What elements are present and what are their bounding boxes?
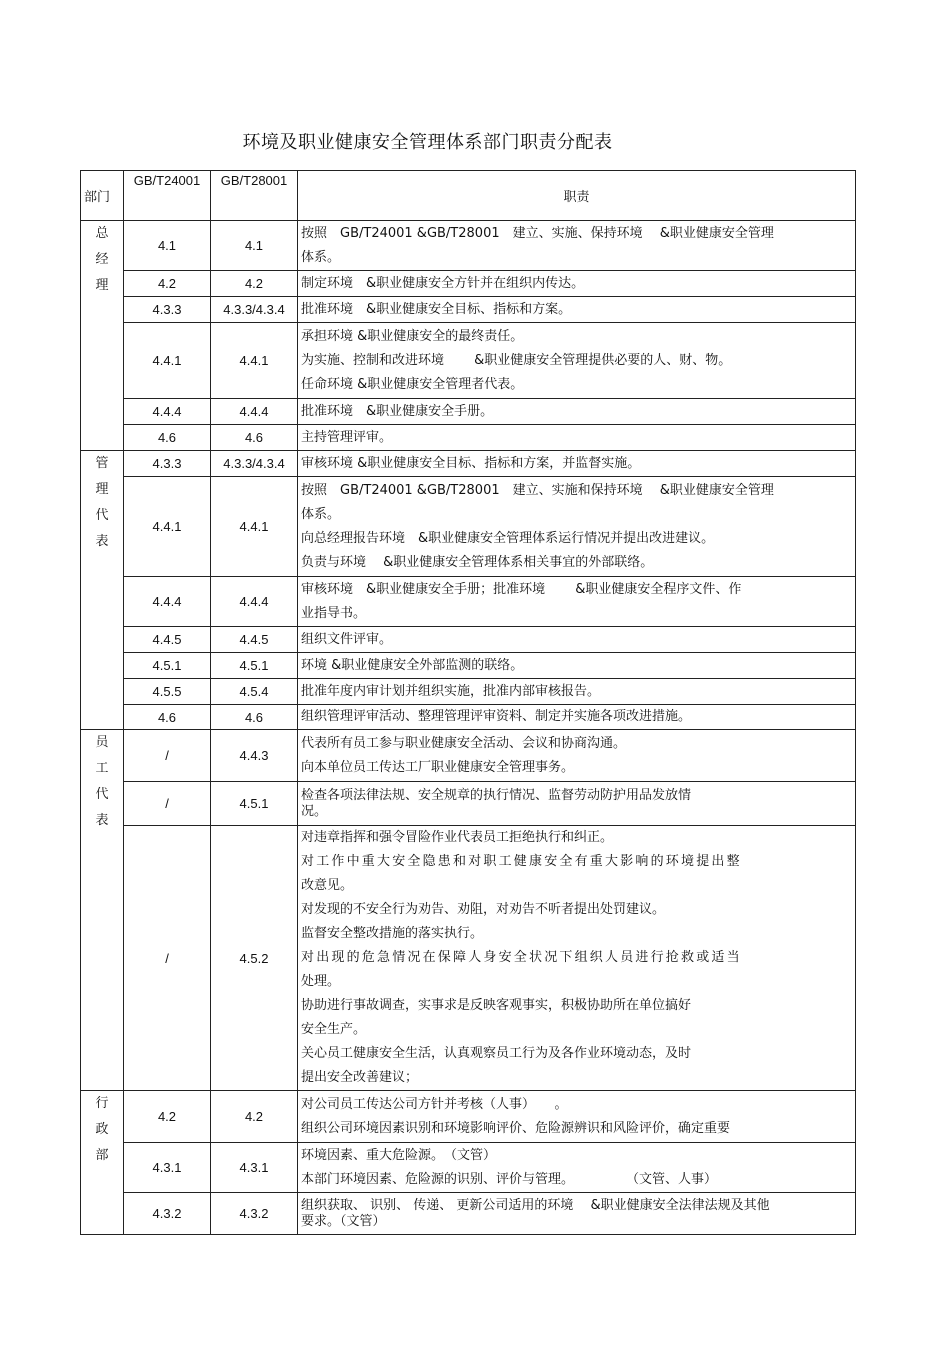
gb28001-clause: 4.6 [211,705,298,730]
table-row [81,577,856,627]
gb24001-clause: 4.4.5 [124,627,211,653]
duty-line: 为实施、控制和改进环境 &职业健康安全管理提供必要的人、财、物。 [301,352,732,368]
dept-char: 代 [95,787,109,802]
duty-line: 要求。（文管） [301,1213,386,1229]
gb28001-clause: 4.5.1 [211,782,298,826]
table-row [81,826,856,1091]
duty-line: 任命环境 &职业健康安全管理者代表。 [301,376,524,392]
gb24001-clause: 4.3.2 [124,1193,211,1235]
duty-cell [298,730,856,782]
gb28001-clause: 4.3.2 [211,1193,298,1235]
table-row [81,1091,856,1143]
header-duty: 职责 [298,171,856,221]
duty-line: 况。 [301,803,328,819]
duty-cell [298,297,856,323]
duty-line: 对公司员工传达公司方针并考核（人事） 。 [301,1096,568,1112]
duty-cell [298,425,856,451]
table-row [81,221,856,271]
dept-char: 员 [95,735,109,750]
gb24001-clause: 4.4.1 [124,323,211,399]
gb24001-clause: 4.6 [124,705,211,730]
header-std1: GB/T24001 [124,171,211,221]
duty-line: 对违章指挥和强令冒险作业代表员工拒绝执行和纠正。 [301,830,614,845]
dept-char: 部 [95,1148,109,1163]
dept-cell [81,221,124,451]
gb24001-clause: 4.4.4 [124,399,211,425]
table-row [81,705,856,730]
gb28001-clause: 4.3.1 [211,1143,298,1193]
responsibility-table [80,170,856,1235]
gb28001-clause: 4.2 [211,271,298,297]
duty-line: 环境因素、重大危险源。 （文管） [301,1147,497,1163]
duty-line: 组织管理评审活动、整理管理评审资料、制定并实施各项改进措施。 [301,709,692,724]
duty-cell [298,653,856,679]
gb28001-clause: 4.5.1 [211,653,298,679]
gb28001-clause: 4.4.1 [211,477,298,577]
duty-cell [298,477,856,577]
table-row [81,271,856,297]
gb24001-clause: / [124,826,211,1091]
gb24001-clause: 4.5.1 [124,653,211,679]
dept-char: 表 [95,813,109,828]
gb24001-clause: 4.4.1 [124,477,211,577]
dept-char: 行 [95,1096,109,1111]
gb24001-clause: 4.5.5 [124,679,211,705]
duty-line: 制定环境 &职业健康安全方针并在组织内传达。 [301,275,585,291]
gb24001-clause: 4.6 [124,425,211,451]
header-dept: 部门 [81,171,124,221]
duty-line: 代表所有员工参与职业健康安全活动、会议和协商沟通。 [301,735,627,751]
duty-line: 审核环境 &职业健康安全目标、指标和方案，并监督实施。 [301,455,641,471]
duty-cell [298,1091,856,1143]
duty-cell [298,221,856,271]
gb24001-clause: 4.3.3 [124,451,211,477]
gb28001-clause: 4.5.2 [211,826,298,1091]
duty-line: 组织文件评审。 [301,631,393,647]
table-row [81,653,856,679]
duty-cell [298,627,856,653]
duty-line: 按照 GB/T24001 &GB/T28001 建立、实施、保持环境 &职业健康安全管理 [301,225,774,241]
table-row [81,627,856,653]
gb28001-clause: 4.3.3/4.3.4 [211,297,298,323]
table-row [81,730,856,782]
gb28001-clause: 4.4.4 [211,399,298,425]
gb24001-clause: 4.3.1 [124,1143,211,1193]
duty-line: 改意见。 [301,878,354,893]
duty-cell [298,1143,856,1193]
gb28001-clause: 4.5.4 [211,679,298,705]
table-row [81,399,856,425]
duty-line: 主持管理评审。 [301,429,393,445]
duty-line: 批准年度内审计划并组织实施，批准内部审核报告。 [301,683,601,699]
dept-char: 总 [95,226,109,241]
duty-line: 业指导书。 [301,605,367,621]
duty-cell [298,271,856,297]
table-row [81,323,856,399]
duty-line: 承担环境 &职业健康安全的最终责任。 [301,328,524,344]
duty-line: 提出安全改善建议； [301,1070,419,1085]
duty-line: 安全生产。 [301,1022,367,1037]
duty-line: 组织获取、 识别、 传递、 更新公司适用的环境 &职业健康安全法律法规及其他 [301,1197,770,1213]
duty-cell [298,577,856,627]
duty-line: 对工作中重大安全隐患和对职工健康安全有重大影响的环境提出整 [301,854,742,869]
table-row [81,477,856,577]
duty-line: 处理。 [301,974,341,989]
duty-cell [298,782,856,826]
gb24001-clause: 4.2 [124,1091,211,1143]
duty-line: 组织公司环境因素识别和环境影响评价、危险源辨识和风险评价，确定重要 [301,1120,731,1136]
duty-line: 向总经理报告环境 &职业健康安全管理体系运行情况并提出改进建议。 [301,530,715,546]
table-row [81,297,856,323]
table-row [81,1143,856,1193]
duty-line: 监督安全整改措施的落实执行。 [301,926,484,941]
duty-cell [298,705,856,730]
duty-line: 负责与环境 &职业健康安全管理体系相关事宜的外部联络。 [301,554,654,570]
table-body [81,221,856,1235]
table-row [81,425,856,451]
dept-char: 代 [95,508,109,523]
duty-line: 关心员工健康安全生活，认真观察员工行为及各作业环境动态，及时 [301,1046,692,1061]
dept-char: 经 [95,252,109,267]
duty-line: 批准环境 &职业健康安全目标、指标和方案。 [301,301,572,317]
duty-line: 对发现的不安全行为劝告、劝阻，对劝告不听者提出处罚建议。 [301,902,666,917]
dept-cell [81,451,124,730]
duty-line: 按照 GB/T24001 &GB/T28001 建立、实施和保持环境 &职业健康安全管理 [301,482,774,498]
table-row [81,679,856,705]
gb24001-clause: 4.3.3 [124,297,211,323]
table-row [81,1193,856,1235]
duty-cell [298,826,856,1091]
duty-line: 体系。 [301,249,341,265]
duty-line: 本部门环境因素、危险源的识别、评价与管理。 （文管、人事） [301,1171,718,1187]
header-row [81,171,856,221]
dept-char: 理 [95,278,109,293]
gb24001-clause: 4.2 [124,271,211,297]
gb28001-clause: 4.1 [211,221,298,271]
gb24001-clause: 4.4.4 [124,577,211,627]
duty-line: 环境 &职业健康安全外部监测的联络。 [301,657,524,673]
dept-char: 管 [95,456,109,471]
gb24001-clause: / [124,730,211,782]
gb28001-clause: 4.4.4 [211,577,298,627]
gb28001-clause: 4.4.5 [211,627,298,653]
dept-char: 工 [95,761,109,776]
duty-line: 对出现的危急情况在保障人身安全状况下组织人员进行抢救或适当 [301,950,742,965]
duty-cell [298,399,856,425]
gb28001-clause: 4.2 [211,1091,298,1143]
table-row [81,451,856,477]
duty-line: 协助进行事故调查，实事求是反映客观事实，积极协助所在单位搞好 [301,998,692,1013]
page-title: 环境及职业健康安全管理体系部门职责分配表 [242,132,613,153]
gb24001-clause: / [124,782,211,826]
dept-cell [81,1091,124,1235]
gb28001-clause: 4.4.1 [211,323,298,399]
duty-line: 检查各项法律法规、安全规章的执行情况、监督劳动防护用品发放情 [301,787,692,803]
duty-cell [298,679,856,705]
duty-cell [298,323,856,399]
gb28001-clause: 4.4.3 [211,730,298,782]
duty-line: 批准环境 &职业健康安全手册。 [301,403,494,419]
duty-cell [298,451,856,477]
gb28001-clause: 4.3.3/4.3.4 [211,451,298,477]
duty-cell [298,1193,856,1235]
duty-line: 向本单位员工传达工厂职业健康安全管理事务。 [301,759,575,775]
gb28001-clause: 4.6 [211,425,298,451]
dept-char: 政 [95,1122,109,1137]
table-row [81,782,856,826]
duty-line: 体系。 [301,506,341,522]
dept-char: 理 [95,482,109,497]
duty-line: 审核环境 &职业健康安全手册；批准环境 &职业健康安全程序文件、作 [301,581,742,597]
gb24001-clause: 4.1 [124,221,211,271]
dept-char: 表 [95,534,109,549]
dept-cell [81,730,124,1091]
header-std2: GB/T28001 [211,171,298,221]
